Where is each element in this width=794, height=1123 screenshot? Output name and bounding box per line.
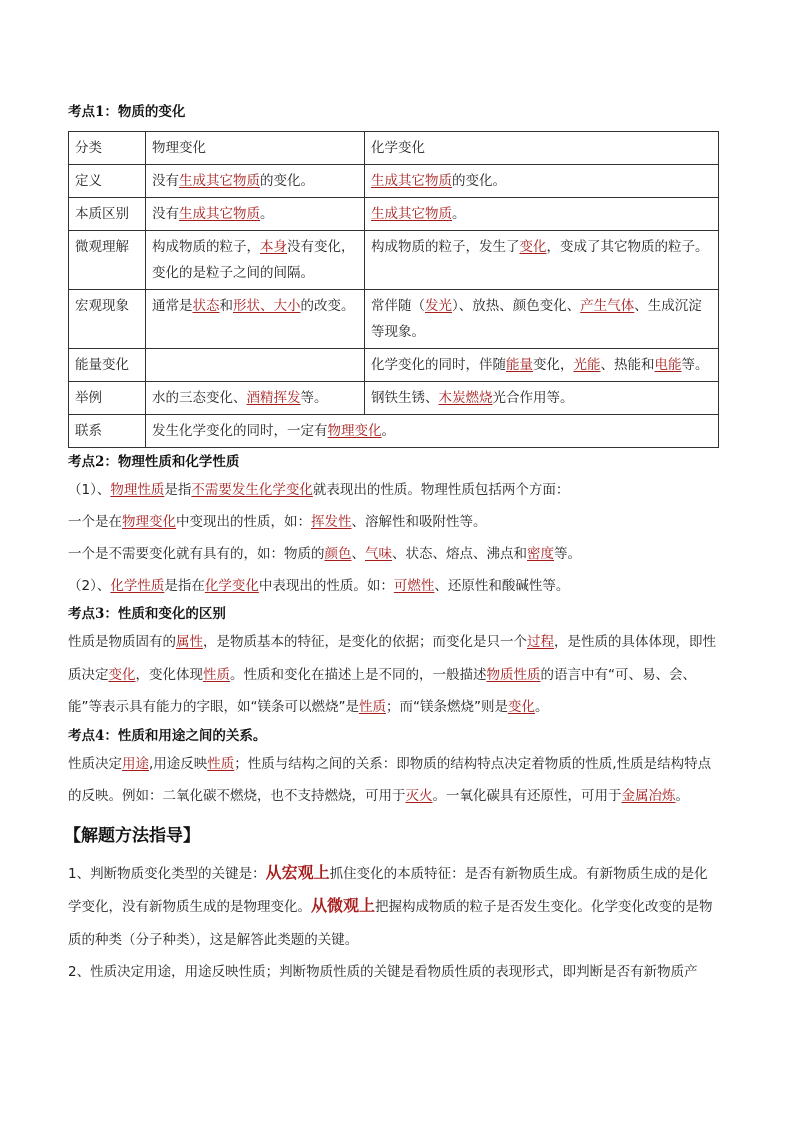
table-row	[69, 290, 719, 349]
k2-paragraph-2: 一个是在物理变化中变现出的性质，如：挥发性、溶解性和吸附性等。	[68, 514, 487, 530]
table-row	[69, 165, 719, 198]
chem-cell: 钢铁生锈、木炭燃烧光合作用等。	[365, 382, 719, 415]
row-label: 本质区别	[69, 198, 146, 231]
header-cell: 物理变化	[146, 132, 365, 165]
phys-cell: 通常是状态和形状、大小的改变。	[146, 290, 365, 349]
chem-cell: 生成其它物质。	[365, 198, 719, 231]
phys-cell	[146, 349, 365, 382]
k2-heading: 考点2：物理性质和化学性质	[68, 454, 240, 470]
chem-cell: 化学变化的同时，伴随能量变化，光能、热能和电能等。	[365, 349, 719, 382]
phys-cell: 没有生成其它物质的变化。	[146, 165, 365, 198]
k4-heading: 考点4：性质和用途之间的关系。	[68, 727, 267, 744]
table-row	[69, 198, 719, 231]
chem-cell: 生成其它物质的变化。	[365, 165, 719, 198]
phys-cell: 没有生成其它物质。	[146, 198, 365, 231]
change-table	[68, 131, 719, 448]
k1-heading: 考点1：物质的变化	[68, 104, 186, 120]
guide-title: 【解题方法指导】	[64, 825, 200, 846]
table-row	[69, 415, 719, 448]
table-row	[69, 231, 719, 290]
header-cell: 化学变化	[365, 132, 719, 165]
k4-paragraph: 性质决定用途,用途反映性质；性质与结构之间的关系：即物质的结构特点决定着物质的性质,性质是结构特点的反映。例如：二氧化碳不燃烧，也不支持燃烧，可用于灭火。一氧化碳具有还原性，可用于金属冶炼。	[68, 755, 712, 804]
guide-paragraph-2: 2、性质决定用途，用途反映性质；判断物质性质的关键是看物质性质的表现形式，即判断是否有新物质产	[68, 964, 698, 980]
document-page	[64, 100, 720, 989]
row-label: 举例	[69, 382, 146, 415]
guide-paragraph-1: 1、判断物质变化类型的关键是：从宏观上抓住变化的本质特征：是否有新物质生成。有新物质生成的是化学变化，没有新物质生成的是物理变化。从微观上把握构成物质的粒子是否发生变化。化学变化改变的是物质的种类（分子种类），这是解答此类题的关键。	[68, 862, 713, 948]
row-label: 定义	[69, 165, 146, 198]
k2-paragraph-1: （1）、物理性质是指不需要发生化学变化就表现出的性质。物理性质包括两个方面：	[68, 482, 570, 498]
phys-cell: 构成物质的粒子，本身没有变化，变化的是粒子之间的间隔。	[146, 231, 365, 290]
row-label: 联系	[69, 415, 146, 448]
row-label: 宏观现象	[69, 290, 146, 349]
chem-cell: 构成物质的粒子，发生了变化，变成了其它物质的粒子。	[365, 231, 719, 290]
header-cell: 分类	[69, 132, 146, 165]
table-header-row	[69, 132, 719, 165]
link-cell: 发生化学变化的同时，一定有物理变化。	[146, 415, 719, 448]
phys-cell: 水的三态变化、酒精挥发等。	[146, 382, 365, 415]
row-label: 能量变化	[69, 349, 146, 382]
k2-paragraph-3: 一个是不需要变化就有具有的，如：物质的颜色、气味、状态、熔点、沸点和密度等。	[68, 546, 581, 562]
row-label: 微观理解	[69, 231, 146, 290]
table-row	[69, 349, 719, 382]
table-row	[69, 382, 719, 415]
k3-paragraph: 性质是物质固有的属性，是物质基本的特征，是变化的依据；而变化是只一个过程，是性质的具体体现，即性质决定变化，变化体现性质。性质和变化在描述上是不同的，一般描述物质性质的语言中有“可、易、会、能”等表示具有能力的字眼，如“镁条可以燃烧”是性质；而“镁条燃烧”则是变化。	[68, 634, 716, 715]
k2-paragraph-4: （2）、化学性质是指在化学变化中表现出的性质。如：可燃性、还原性和酸碱性等。	[68, 578, 570, 594]
chem-cell: 常伴随（发光）、放热、颜色变化、产生气体、生成沉淀等现象。	[365, 290, 719, 349]
k3-heading: 考点3：性质和变化的区别	[68, 606, 226, 622]
